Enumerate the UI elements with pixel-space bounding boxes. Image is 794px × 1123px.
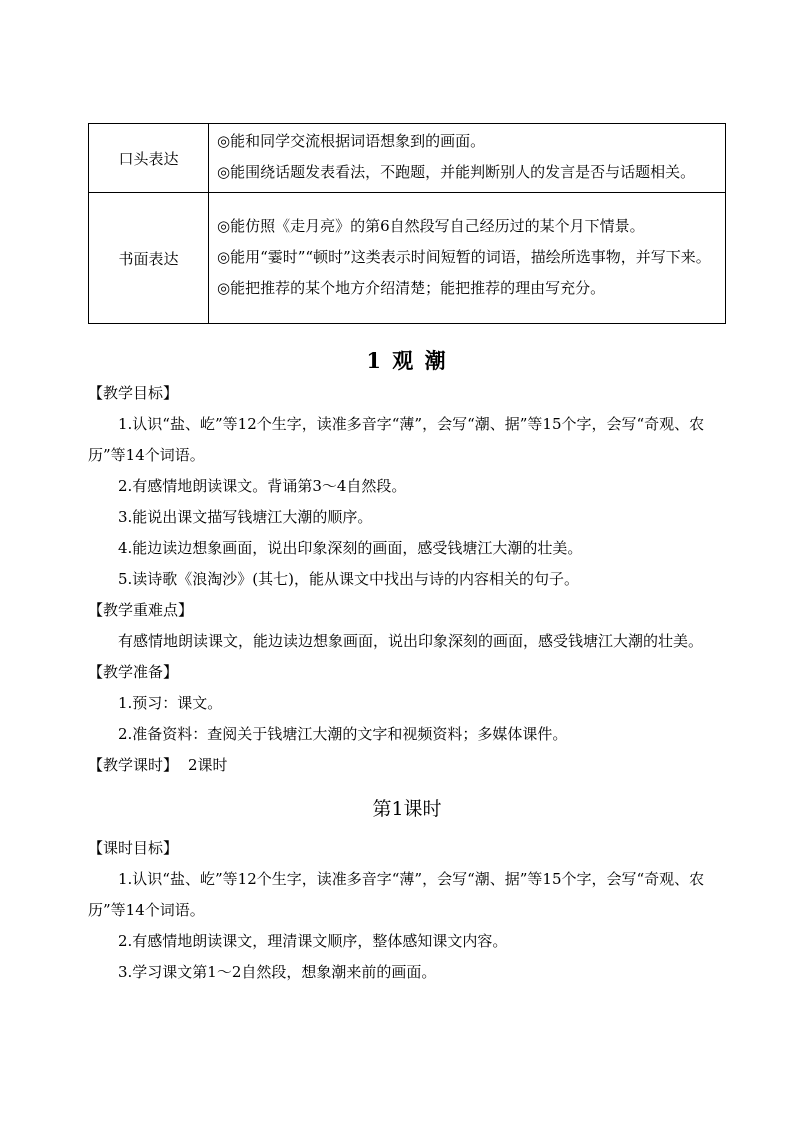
preparation-item: 2.准备资料：查阅关于钱塘江大潮的文字和视频资料；多媒体课件。 bbox=[118, 725, 568, 743]
class-hours-line bbox=[88, 750, 726, 781]
goal-item: ◎能把推荐的某个地方介绍清楚；能把推荐的理由写充分。 bbox=[217, 278, 606, 297]
table-row bbox=[89, 193, 726, 324]
section-heading-class-hours: 【教学课时】 bbox=[88, 756, 179, 774]
teaching-goal-item: 4.能边读边想象画面，说出印象深刻的画面，感受钱塘江大潮的壮美。 bbox=[118, 539, 583, 557]
period-goal-item: 2.有感情地朗读课文，理清课文顺序，整体感知课文内容。 bbox=[118, 932, 508, 950]
teaching-goal-item: 3.能说出课文描写钱塘江大潮的顺序。 bbox=[118, 508, 373, 526]
period-goal-item: 3.学习课文第1～2自然段，想象潮来前的画面。 bbox=[118, 963, 437, 981]
category-cell: 书面表达 bbox=[89, 193, 209, 324]
teaching-goal-item: 2.有感情地朗读课文。背诵第3～4自然段。 bbox=[118, 477, 407, 495]
key-points-text: 有感情地朗读课文，能边读边想象画面，说出印象深刻的画面，感受钱塘江大潮的壮美。 bbox=[118, 632, 704, 650]
goal-item: ◎能和同学交流根据词语想象到的画面。 bbox=[217, 132, 486, 150]
expression-goals-table bbox=[88, 123, 726, 324]
preparation-item: 1.预习：课文。 bbox=[118, 694, 223, 712]
section-heading-period-goals: 【课时目标】 bbox=[88, 839, 179, 857]
section-heading-key-points: 【教学重难点】 bbox=[88, 601, 194, 619]
teaching-goal-item: 5.读诗歌《浪淘沙》(其七)，能从课文中找出与诗的内容相关的句子。 bbox=[118, 570, 580, 588]
items-cell bbox=[209, 124, 726, 193]
section-heading-teaching-goals: 【教学目标】 bbox=[88, 384, 179, 402]
document-page bbox=[88, 123, 726, 988]
teaching-goal-item: 1.认识“盐、屹”等12个生字，读准多音字“薄”，会写“潮、据”等15个字，会写“奇观、农历”等14个词语。 bbox=[88, 415, 705, 464]
section-heading-preparation: 【教学准备】 bbox=[88, 663, 179, 681]
class-hours-value: 2课时 bbox=[188, 756, 228, 774]
goal-item: ◎能用“霎时”“顿时”这类表示时间短暂的词语，描绘所选事物，并写下来。 bbox=[217, 247, 711, 266]
table-row bbox=[89, 124, 726, 193]
lesson-title: 1 观 潮 bbox=[366, 348, 448, 373]
category-cell: 口头表达 bbox=[89, 124, 209, 193]
goal-item: ◎能仿照《走月亮》的第6自然段写自己经历过的某个月下情景。 bbox=[217, 216, 645, 235]
period-title: 第1课时 bbox=[372, 798, 442, 820]
items-cell bbox=[209, 193, 726, 324]
period-goal-item: 1.认识“盐、屹”等12个生字，读准多音字“薄”，会写“潮、据”等15个字，会写“奇观、农历”等14个词语。 bbox=[88, 870, 705, 919]
goal-item: ◎能围绕话题发表看法，不跑题，并能判断别人的发言是否与话题相关。 bbox=[217, 163, 696, 181]
